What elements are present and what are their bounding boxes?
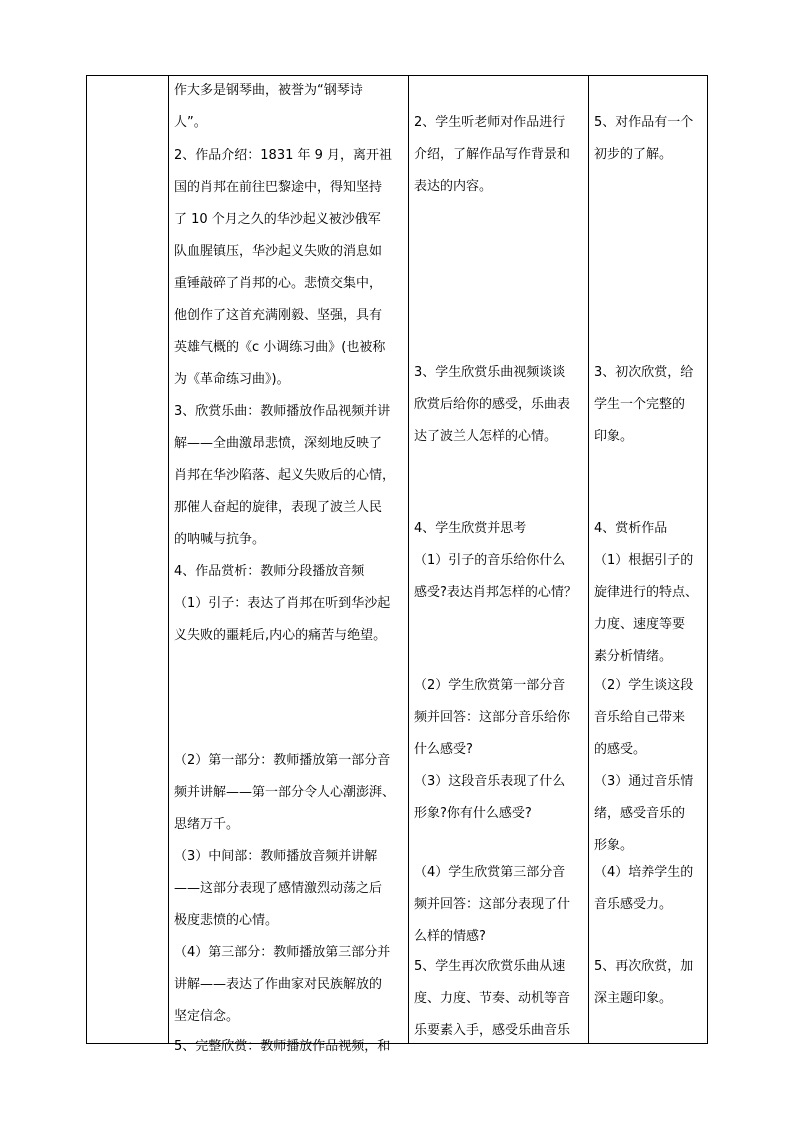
student-activity-column — [409, 76, 588, 1043]
text-line: 4、赏析作品 — [594, 521, 668, 536]
text-line: 度、力度、节奏、动机等音 — [414, 991, 571, 1006]
text-line: （1）引子的音乐给你什么 — [414, 553, 566, 568]
text-line: （3）这段音乐表现了什么 — [414, 774, 566, 789]
text-line: （1）根据引子的 — [594, 553, 694, 568]
text-line: 印象。 — [594, 429, 634, 444]
text-line: 频并回答：这部分表现了什 — [414, 897, 571, 912]
text-line: 解——全曲激昂悲愤，深刻地反映了 — [174, 436, 383, 451]
text-line: 人”。 — [174, 115, 207, 130]
text-line: 思绪万千。 — [174, 817, 240, 832]
text-line: 乐要素入手，感受乐曲音乐 — [414, 1023, 571, 1038]
text-line: 讲解——表达了作曲家对民族解放的 — [174, 977, 383, 992]
text-line: 了 10 个月之久的华沙起义被沙俄军 — [174, 212, 381, 227]
text-line: 坚定信念。 — [174, 1009, 240, 1024]
text-line: 的感受。 — [594, 742, 647, 757]
empty-left-column — [87, 76, 168, 1043]
text-line: （4）学生欣赏第三部分音 — [414, 865, 566, 880]
text-line: 英雄气概的《c 小调练习曲》(也被称 — [174, 340, 386, 355]
text-line: 5、再次欣赏，加 — [594, 959, 694, 974]
text-line: （2）学生谈这段 — [594, 678, 694, 693]
text-line: 形象。 — [594, 838, 634, 853]
text-line: 2、作品介绍：1831 年 9 月，离开祖 — [174, 148, 393, 163]
text-line: 欣赏后给你的感受，乐曲表 — [414, 397, 571, 412]
text-line: （3）通过音乐情 — [594, 774, 694, 789]
text-line: 4、学生欣赏并思考 — [414, 521, 527, 536]
text-line: 的呐喊与抗争。 — [174, 532, 266, 547]
text-line: 感受?表达肖邦怎样的心情？ — [414, 585, 577, 600]
text-line: ——这部分表现了感情激烈动荡之后 — [174, 881, 383, 896]
text-line: （3）中间部：教师播放音频并讲解 — [174, 849, 378, 864]
text-line: （2）学生欣赏第一部分音 — [414, 678, 566, 693]
text-line: 学生一个完整的 — [594, 397, 686, 412]
text-line: 5、对作品有一个 — [594, 115, 694, 130]
text-line: 么样的情感? — [414, 929, 486, 944]
teacher-activity-column — [169, 76, 408, 1054]
text-line: 素分析情绪。 — [594, 649, 673, 664]
text-line: （4）第三部分：教师播放第三部分并 — [174, 945, 391, 960]
text-line: 为《革命练习曲》)。 — [174, 372, 290, 387]
text-line: 深主题印象。 — [594, 991, 673, 1006]
text-line: 表达的内容。 — [414, 179, 493, 194]
text-line: 达了波兰人怎样的心情。 — [414, 429, 558, 444]
text-line: 什么感受? — [414, 742, 473, 757]
text-line: 作大多是钢琴曲，被誉为“钢琴诗 — [174, 83, 363, 98]
text-line: 3、欣赏乐曲：教师播放作品视频并讲 — [174, 404, 391, 419]
text-line: 绪，感受音乐的 — [594, 806, 686, 821]
text-line: 频并讲解——第一部分令人心潮澎湃、 — [174, 785, 396, 800]
text-line: 形象?你有什么感受? — [414, 806, 532, 821]
text-line: 旋律进行的特点、 — [594, 585, 699, 600]
text-line: 3、初次欣赏，给 — [594, 365, 694, 380]
text-line: 他创作了这首充满刚毅、坚强，具有 — [174, 308, 383, 323]
text-line: （1）引子：表达了肖邦在听到华沙起 — [174, 596, 391, 611]
text-line: 介绍，了解作品写作背景和 — [414, 147, 571, 162]
text-line: 重锤敲碎了肖邦的心。悲愤交集中， — [174, 276, 383, 291]
text-line: 肖邦在华沙陷落、起义失败后的心情， — [174, 468, 396, 483]
text-line: （2）第一部分：教师播放第一部分音 — [174, 753, 391, 768]
text-line: 初步的了解。 — [594, 147, 673, 162]
text-line: 4、作品赏析：教师分段播放音频 — [174, 564, 365, 579]
text-line: 队血腥镇压，华沙起义失败的消息如 — [174, 244, 383, 259]
lesson-table — [86, 75, 708, 1054]
table-border-right — [707, 76, 708, 1043]
text-line: 力度、速度等要 — [594, 617, 686, 632]
text-line: 5、学生再次欣赏乐曲从速 — [414, 959, 566, 974]
text-line: 2、学生听老师对作品进行 — [414, 115, 566, 130]
text-line: 5、完整欣赏：教师播放作品视频，和 — [174, 1039, 391, 1054]
text-line: 极度悲愤的心情。 — [174, 913, 279, 928]
text-line: 那催人奋起的旋律，表现了波兰人民 — [174, 500, 383, 515]
text-line: （4）培养学生的 — [594, 865, 694, 880]
text-line: 国的肖邦在前往巴黎途中，得知坚持 — [174, 180, 383, 195]
text-line: 音乐感受力。 — [594, 897, 673, 912]
text-line: 频并回答：这部分音乐给你 — [414, 710, 571, 725]
text-line: 义失败的噩耗后,内心的痛苦与绝望。 — [174, 628, 387, 643]
text-line: 3、学生欣赏乐曲视频谈谈 — [414, 365, 566, 380]
text-line: 音乐给自己带来 — [594, 710, 686, 725]
design-intent-column — [589, 76, 707, 1043]
